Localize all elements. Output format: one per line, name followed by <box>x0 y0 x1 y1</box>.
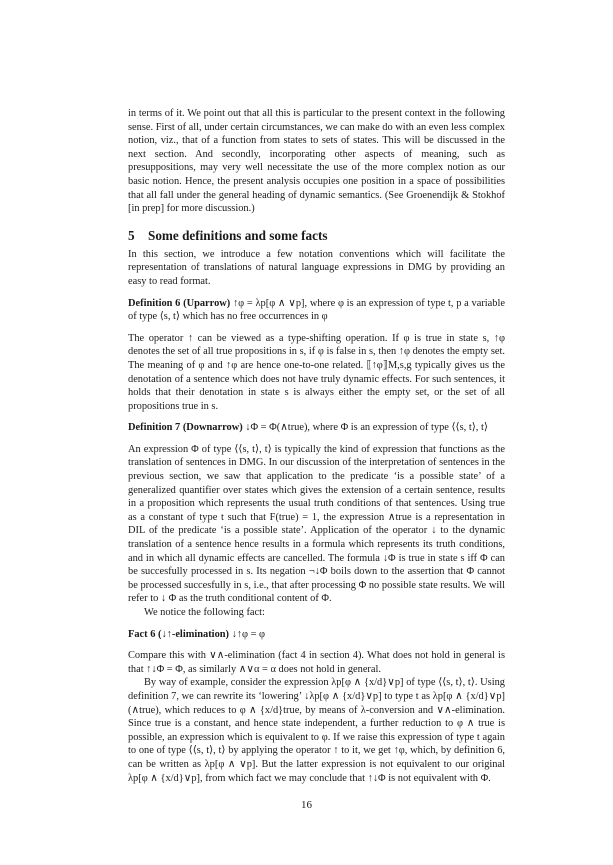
definition-6-explanation: The operator ↑ can be viewed as a type-shifting operation. If φ is true in state s, ↑φ denotes the set of all true propositions in s, if φ is false in s, then ↑φ denotes the empty set. The meaning of φ and ↑φ are hence one-to-one related. ⟦↑φ⟧M,s,g typically gives us the denotation of a sentence which does not have truly dynamic effects. For such sentences, it holds that their denotation in state s is always either the empty set, or the set of all propositions true in s. <box>128 332 505 412</box>
fact-6-head: Fact 6 (↓↑-elimination) <box>128 628 229 640</box>
section-title: Some definitions and some facts <box>148 227 328 243</box>
section-intro: In this section, we introduce a few notation conventions which will facilitate the representation of translations of natural language expressions in DMG by providing an easy to read format. <box>128 248 505 287</box>
section-number: 5 <box>128 227 135 243</box>
page-body <box>128 107 505 785</box>
notice-line: We notice the following fact: <box>144 607 265 618</box>
definition-6 <box>128 297 505 324</box>
section-heading <box>128 228 505 244</box>
fact-6-body: ↓↑φ = φ <box>231 628 266 640</box>
definition-7 <box>128 421 505 435</box>
page-number: 16 <box>301 799 312 811</box>
fact-6 <box>128 628 505 642</box>
fact-6-compare: Compare this with ∨∧-elimination (fact 4 in section 4). What does not hold in general is that ↑↓Φ = Φ, as similarly ∧∨α = α does not hold in general. <box>128 650 505 675</box>
definition-7-body: ↓Φ = Φ(∧true), where Φ is an expression of type ⟨⟨s, t⟩, t⟩ <box>245 422 488 434</box>
final-paragraph: By way of example, consider the expression λp[φ ∧ {x/d}∨p] of type ⟨⟨s, t⟩, t⟩. Using definition 7, we can rewrite its ‘lowering’ ↓λp[φ ∧ {x/d}∨p] to type t as λp[φ ∧ {x/d}∨p](∧true), which reduces to φ ∧ {x/d}true, by means of λ-conversion and ∨∧-elimination. Since true is a constant, and hence state independent, a further reduction to φ ∧ true is possible, an expression which is equivalent to φ. If we raise this expression of type t again to one of type ⟨⟨s, t⟩, t⟩ by applying the operator ↑ to it, we get ↑φ, which, by definition 6, can be written as λp[φ ∧ ∨p]. But the latter expression is not equivalent to our original λp[φ ∧ {x/d}∨p], from which fact we may conclude that ↑↓Φ is not equivalent with Φ. <box>128 677 505 784</box>
definition-7-head: Definition 7 (Downarrow) <box>128 422 243 434</box>
definition-6-body: ↑φ = λp[φ ∧ ∨p], where φ is an expression of type t, p a variable of type ⟨s, t⟩ which has no free occurrences in φ <box>128 297 505 323</box>
intro-paragraph: in terms of it. We point out that all this is particular to the present context in the following sense. First of all, under certain circumstances, we can make do with an even less complex notion, viz., that of a function from states to sets of states. This will be discussed in the next section. And secondly, incorporating other aspects of meaning, such as presuppositions, may very well necessitate the use of the more complex notion as our basic notion. Hence, the present analysis occupies one position in a space of possibilities that all fall under the general heading of dynamic semantics. (See Groenendijk & Stokhof [in prep] for more discussion.) <box>128 108 505 215</box>
definition-6-head: Definition 6 (Uparrow) <box>128 297 231 309</box>
definition-7-explanation: An expression Φ of type ⟨⟨s, t⟩, t⟩ is typically the kind of expression that functions as the translation of sentences in DMG. In our discussion of the interpretation of sentences in the previous section, we saw that application to the predicate ‘is a possible state’ of a generalized quantifier over states which gives the extension of a certain sentence, results in a proposition which represents the usual truth conditions of that sentences. Using true as a constant of type t such that F(true) = 1, the expression ∧true is a representation in DIL of the predicate ‘is a possible state’. Application of the operator ↓ to the dynamic translation of a sentence hence results in a formula which represents its truth conditions, and in which all dynamic effects are cancelled. The formula ↓Φ is true in state s iff Φ can be succesfully processed in s. Its negation ¬↓Φ boils down to the assertion that Φ cannot be processed succesfully in s, i.e., that after processing Φ no possible state results. We will refer to ↓ Φ as the truth conditional content of Φ. <box>128 443 505 605</box>
